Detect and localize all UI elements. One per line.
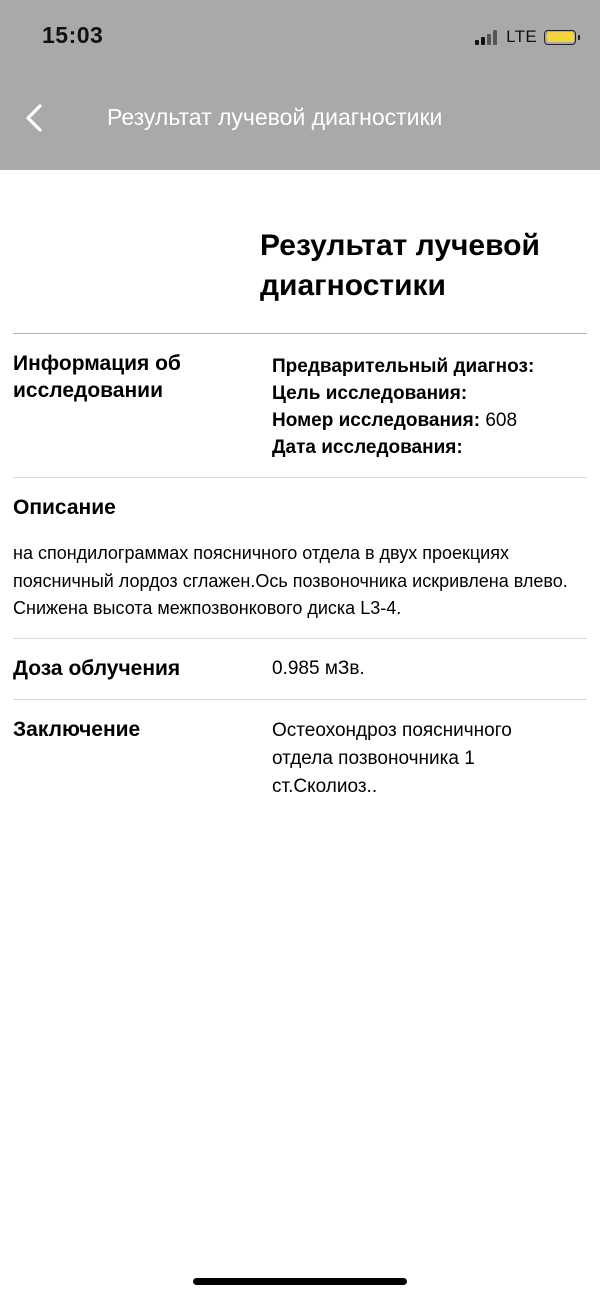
study-date-row — [272, 434, 534, 461]
description-label: Описание — [13, 496, 116, 519]
info-section-label: Информация об исследовании — [13, 352, 181, 402]
home-indicator[interactable] — [193, 1278, 407, 1285]
purpose-row — [272, 380, 534, 407]
app-header — [0, 0, 600, 170]
dose-value: 0.985 мЗв. — [272, 658, 365, 679]
status-indicators — [475, 26, 576, 48]
divider — [13, 477, 587, 478]
study-date-label: Дата исследования: — [272, 437, 463, 458]
preliminary-diagnosis-row — [272, 353, 534, 380]
divider — [13, 333, 587, 334]
conclusion-label: Заключение — [13, 718, 141, 741]
conclusion-value: Остеохондроз поясничного отдела позвоночника 1 ст.Сколиоз.. — [272, 720, 512, 797]
back-button[interactable] — [16, 96, 52, 140]
study-number-value: 608 — [485, 410, 518, 431]
status-time: 15:03 — [42, 22, 104, 48]
dose-label: Доза облучения — [13, 657, 181, 680]
divider — [13, 699, 587, 700]
study-number-row — [272, 407, 534, 434]
divider — [13, 638, 587, 639]
study-number-label: Номер исследования: — [272, 410, 481, 431]
chevron-left-icon — [24, 103, 44, 133]
network-type: LTE — [506, 27, 537, 46]
cellular-signal-icon — [475, 29, 499, 45]
info-section-values — [272, 353, 534, 461]
page-title: Результат лучевой диагностики — [260, 229, 540, 302]
nav-title: Результат лучевой диагностики — [107, 104, 443, 130]
purpose-label: Цель исследования: — [272, 383, 468, 404]
battery-icon — [544, 30, 576, 45]
description-text: на спондилограммах поясничного отдела в двух проекциях поясничный лордоз сглажен.Ось позвоночника искривлена влево. Снижена высота межпозвонкового диска L3-4. — [13, 543, 568, 618]
preliminary-diagnosis-label: Предварительный диагноз: — [272, 356, 535, 377]
